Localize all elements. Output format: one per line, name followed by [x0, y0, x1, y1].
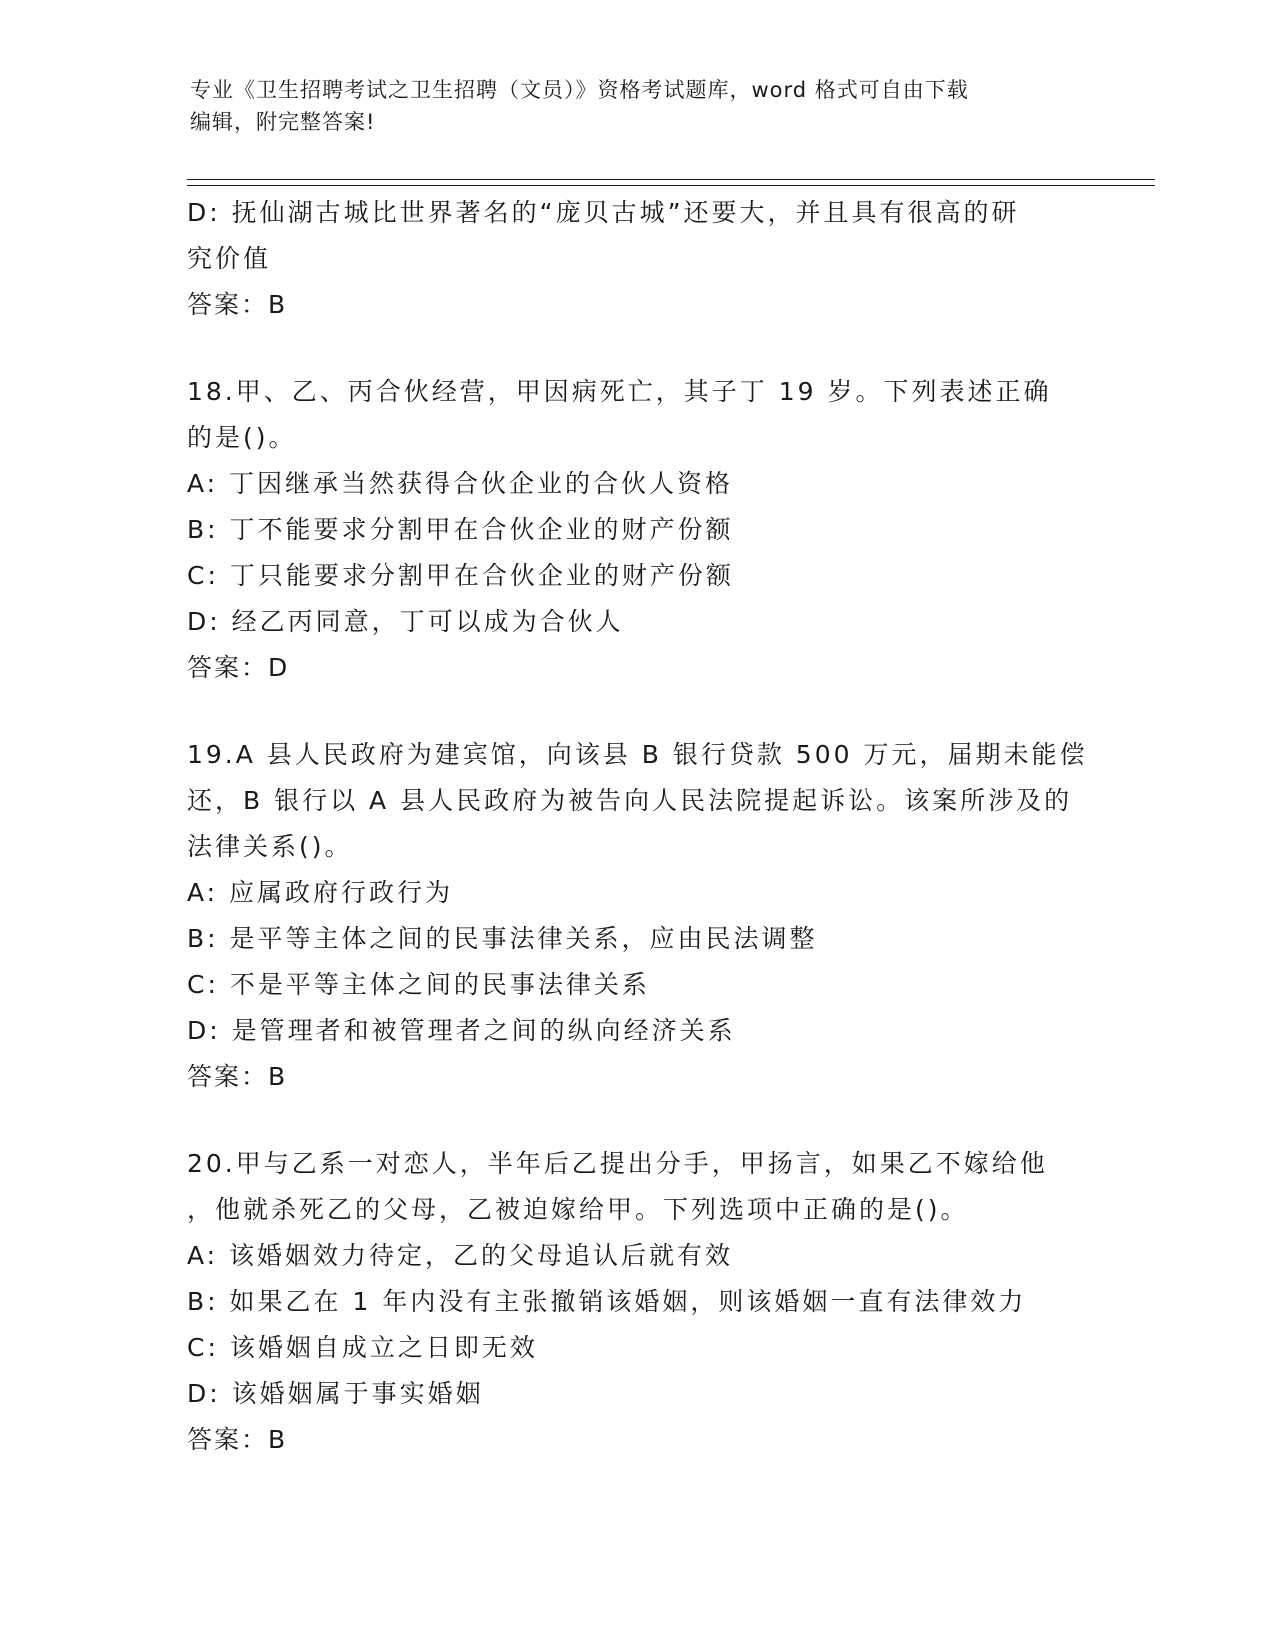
question-17-tail	[187, 190, 1087, 328]
option-d-line-1: D: 抚仙湖古城比世界著名的“庞贝古城”还要大，并且具有很高的研	[187, 198, 1020, 227]
option-a: A: 丁因继承当然获得合伙企业的合伙人资格	[187, 469, 734, 498]
question-list	[187, 190, 1087, 1463]
answer-19: 答案：B	[187, 1062, 288, 1091]
header-line-2: 编辑，附完整答案!	[190, 110, 376, 134]
option-b: B: 是平等主体之间的民事法律关系，应由民法调整	[187, 924, 818, 953]
question-stem-line-1: 18.甲、乙、丙合伙经营，甲因病死亡，其子丁 19 岁。下列表述正确	[187, 377, 1052, 406]
question-stem-line-2: 的是()。	[187, 423, 297, 452]
answer-17: 答案：B	[187, 290, 288, 319]
question-18	[187, 369, 1087, 691]
answer-20: 答案：B	[187, 1425, 288, 1454]
question-stem-line-3: 法律关系()。	[187, 832, 353, 861]
question-stem-line-2: 还，B 银行以 A 县人民政府为被告向人民法院提起诉讼。该案所涉及的	[187, 786, 1073, 815]
spacer	[187, 691, 1087, 732]
option-d: D: 经乙丙同意，丁可以成为合伙人	[187, 607, 624, 636]
option-b: B: 如果乙在 1 年内没有主张撤销该婚姻，则该婚姻一直有法律效力	[187, 1287, 1027, 1316]
header-divider	[187, 179, 1155, 186]
option-c: C: 不是平等主体之间的民事法律关系	[187, 970, 650, 999]
page-header	[190, 74, 1070, 138]
question-stem-line-2: ，他就杀死乙的父母，乙被迫嫁给甲。下列选项中正确的是()。	[187, 1195, 969, 1224]
spacer	[187, 1100, 1087, 1141]
question-20	[187, 1141, 1087, 1463]
option-b: B: 丁不能要求分割甲在合伙企业的财产份额	[187, 515, 734, 544]
answer-18: 答案：D	[187, 653, 290, 682]
option-c: C: 丁只能要求分割甲在合伙企业的财产份额	[187, 561, 734, 590]
question-stem-line-1: 19.A 县人民政府为建宾馆，向该县 B 银行贷款 500 万元，届期未能偿	[187, 740, 1088, 769]
option-d-line-2: 究价值	[187, 244, 272, 273]
option-d: D: 是管理者和被管理者之间的纵向经济关系	[187, 1016, 736, 1045]
option-a: A: 应属政府行政行为	[187, 878, 454, 907]
option-d: D: 该婚姻属于事实婚姻	[187, 1379, 484, 1408]
question-19	[187, 732, 1087, 1100]
spacer	[187, 328, 1087, 369]
option-c: C: 该婚姻自成立之日即无效	[187, 1333, 538, 1362]
option-a: A: 该婚姻效力待定，乙的父母追认后就有效	[187, 1241, 734, 1270]
header-line-1: 专业《卫生招聘考试之卫生招聘（文员）》资格考试题库，word 格式可自由下载	[190, 78, 969, 102]
question-stem-line-1: 20.甲与乙系一对恋人，半年后乙提出分手，甲扬言，如果乙不嫁给他	[187, 1149, 1048, 1178]
